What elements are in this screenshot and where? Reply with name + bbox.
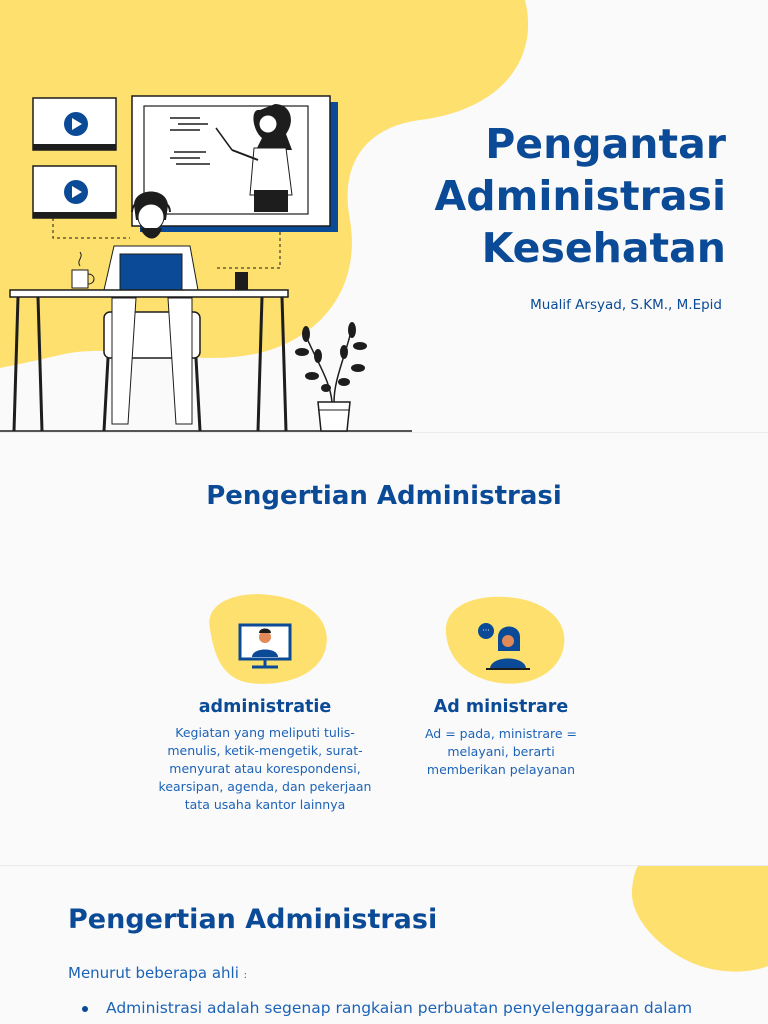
bullet-text: Administrasi adalah segenap rangkaian perbuatan penyelenggaraan dalam bbox=[106, 999, 693, 1017]
card-text-line: memberikan pelayanan bbox=[426, 762, 576, 777]
card-text-line: Ad = pada, ministrare = bbox=[424, 726, 578, 741]
yellow-blob-decoration bbox=[620, 866, 768, 976]
intro-label: Menurut beberapa ahli bbox=[68, 964, 239, 982]
author-name: Mualif Arsyad, S.KM., M.Epid bbox=[530, 297, 722, 313]
video-call-person-icon bbox=[200, 589, 332, 689]
card-text-ad-ministrare bbox=[386, 725, 616, 779]
plant-icon bbox=[295, 322, 367, 431]
card-text-line: Kegiatan yang meliputi tulis- bbox=[175, 725, 355, 740]
video-card-2 bbox=[33, 166, 116, 218]
card-text-line: kearsipan, agenda, dan pekerjaan bbox=[158, 779, 372, 794]
bullet-dot-icon bbox=[82, 1006, 88, 1012]
customer-service-agent-icon bbox=[440, 593, 570, 685]
title-line-2: Administrasi bbox=[434, 172, 726, 220]
title-line-1: Pengantar bbox=[485, 120, 726, 168]
slide-title: Pengertian Administrasi bbox=[68, 904, 438, 935]
presentation-title bbox=[366, 118, 726, 274]
card-text-line: menulis, ketik-mengetik, surat- bbox=[167, 743, 363, 758]
definition-slide bbox=[0, 433, 768, 865]
video-card-1 bbox=[33, 98, 116, 150]
svg-text:···: ··· bbox=[482, 626, 490, 635]
card-heading-ad-ministrare: Ad ministrare bbox=[433, 697, 569, 717]
card-heading-administratie: administratie bbox=[198, 697, 332, 717]
intro-text bbox=[68, 964, 247, 982]
slide-title: Pengertian Administrasi bbox=[206, 481, 562, 511]
title-line-3: Kesehatan bbox=[481, 224, 726, 272]
title-slide bbox=[0, 0, 768, 432]
expert-definition-slide bbox=[0, 866, 768, 1024]
intro-colon: : bbox=[243, 970, 248, 981]
card-text-administratie bbox=[120, 724, 410, 814]
bullet-item bbox=[82, 997, 742, 1019]
card-text-line: tata usaha kantor lainnya bbox=[184, 797, 346, 812]
card-text-line: menyurat atau korespondensi, bbox=[169, 761, 361, 776]
card-text-line: melayani, berarti bbox=[447, 744, 555, 759]
